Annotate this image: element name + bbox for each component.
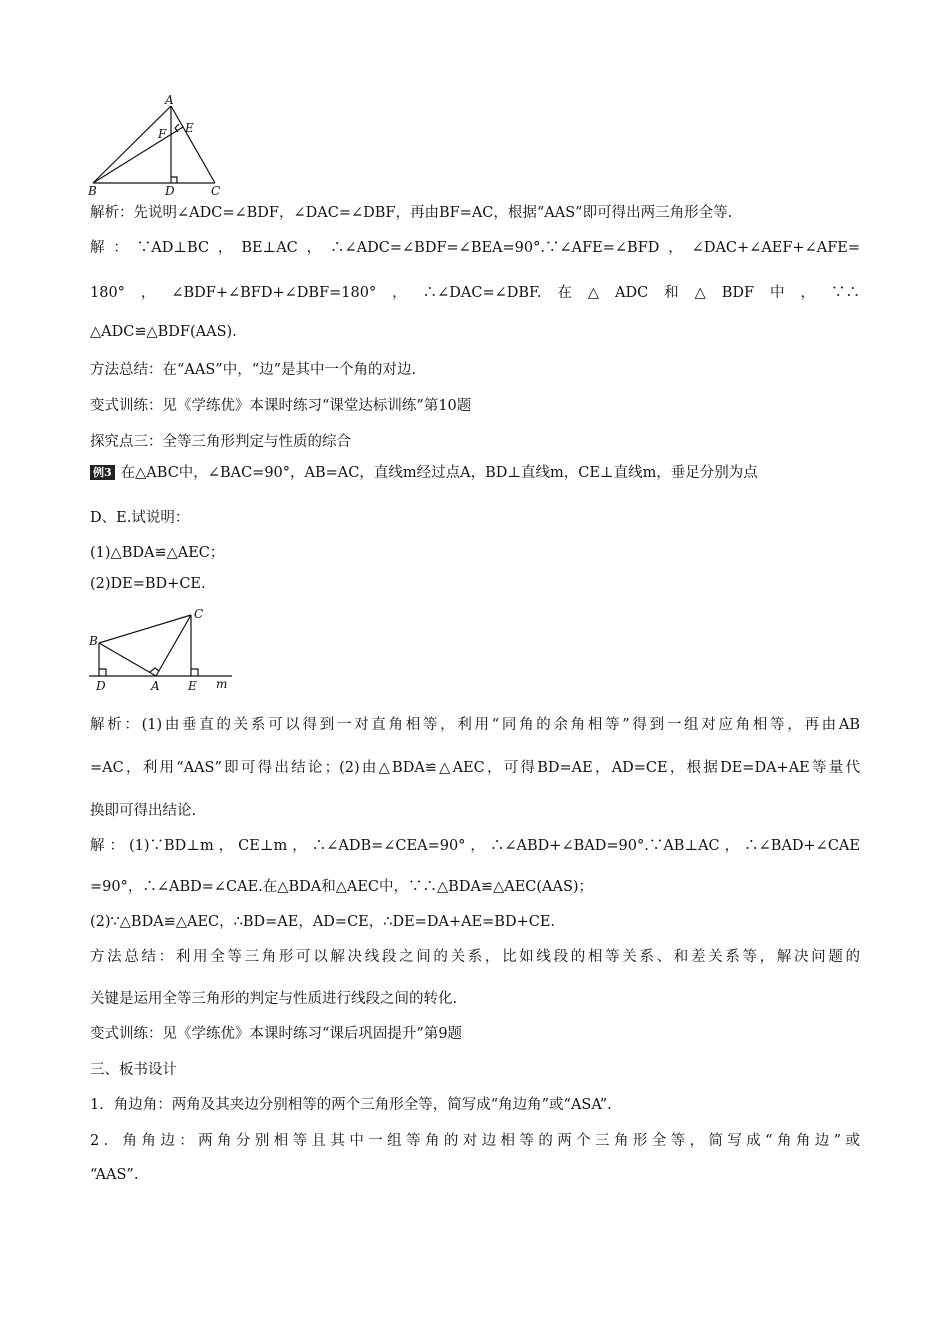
label-C: C (211, 184, 221, 198)
right-angle-figure-2 (86, 605, 236, 695)
example-badge: 例3 (90, 465, 115, 480)
example2-solution-line1: 解：∵AD⊥BC，BE⊥AC，∴∠ADC=∠BDF=∠BEA=90°.∵∠AFE=∠BFD，∠DAC+∠AEF+∠AFE= (90, 240, 860, 256)
label-D: D (165, 184, 175, 198)
example3-analysis-line3: 换即可得出结论. (90, 803, 197, 819)
example3-solution-line2: =90°，∴∠ABD=∠CAE.在△BDA和△AEC中，∵∴△BDA≌△AEC(AAS)； (90, 879, 594, 895)
example3-part1: (1)△BDA≌△AEC； (90, 545, 225, 561)
board-design-heading: 三、板书设计 (90, 1062, 177, 1078)
label-E: E (188, 679, 197, 693)
example3-analysis-line1: 解析：(1)由垂直的关系可以得到一对直角相等，利用“同角的余角相等”得到一组对应角相等，再由AB (90, 717, 860, 733)
label-m: m (216, 677, 228, 691)
triangle-figure-1 (86, 94, 236, 198)
example3-solution-line1: 解：(1)∵BD⊥m，CE⊥m，∴∠ADB=∠CEA=90°，∴∠ABD+∠BAD=90°.∵AB⊥AC，∴∠BAD+∠CAE (90, 838, 860, 854)
label-B: B (89, 634, 98, 648)
example3-practice: 变式训练：见《学练优》本课时练习“课后巩固提升”第9题 (90, 1026, 463, 1042)
section-point3-heading: 探究点三：全等三角形判定与性质的综合 (90, 434, 351, 450)
example3-solution-line3: (2)∵△BDA≌△AEC，∴BD=AE，AD=CE，∴DE=DA+AE=BD+CE. (90, 914, 556, 930)
example2-analysis: 解析：先说明∠ADC=∠BDF，∠DAC=∠DBF，再由BF=AC，根据“AAS”即可得出两三角形全等. (90, 205, 733, 221)
example3-method-line1: 方法总结：利用全等三角形可以解决线段之间的关系，比如线段的相等关系、和差关系等，解决问题的 (90, 949, 860, 965)
label-A: A (165, 94, 174, 107)
label-D: D (96, 679, 106, 693)
label-A: A (151, 679, 160, 693)
label-F: F (158, 127, 167, 141)
board-item-2-line2: “AAS”. (90, 1167, 139, 1183)
example3-method-line2: 关键是运用全等三角形的判定与性质进行线段之间的转化. (90, 991, 458, 1007)
label-E: E (185, 121, 194, 135)
example3-question-line2: D、E.试说明： (90, 510, 190, 526)
example2-practice: 变式训练：见《学练优》本课时练习“课堂达标训练”第10题 (90, 398, 472, 414)
example2-solution-line2: 180°，∠BDF+∠BFD+∠DBF=180°，∴∠DAC=∠DBF.在△ADC和△BDF中，∵∴ (90, 285, 860, 301)
example3-question-text: 在△ABC中，∠BAC=90°，AB=AC，直线m经过点A，BD⊥直线m，CE⊥直线m，垂足分别为点 (120, 465, 758, 481)
example2-solution-line3: △ADC≌△BDF(AAS). (90, 324, 237, 340)
example3-analysis-line2: =AC，利用“AAS”即可得出结论；(2)由△BDA≌△AEC，可得BD=AE，AD=CE，根据DE=DA+AE等量代 (90, 760, 860, 776)
example3-part2: (2)DE=BD+CE. (90, 576, 206, 592)
example3-question-line1 (90, 461, 758, 482)
label-B: B (88, 184, 97, 198)
label-C: C (194, 607, 204, 621)
example2-method-summary: 方法总结：在“AAS”中，“边”是其中一个角的对边. (90, 362, 417, 378)
board-item-2-line1: 2．角角边：两角分别相等且其中一组等角的对边相等的两个三角形全等，简写成“角角边”或 (90, 1133, 860, 1149)
board-item-1: 1．角边角：两角及其夹边分别相等的两个三角形全等，简写成“角边角”或“ASA”. (90, 1097, 612, 1113)
